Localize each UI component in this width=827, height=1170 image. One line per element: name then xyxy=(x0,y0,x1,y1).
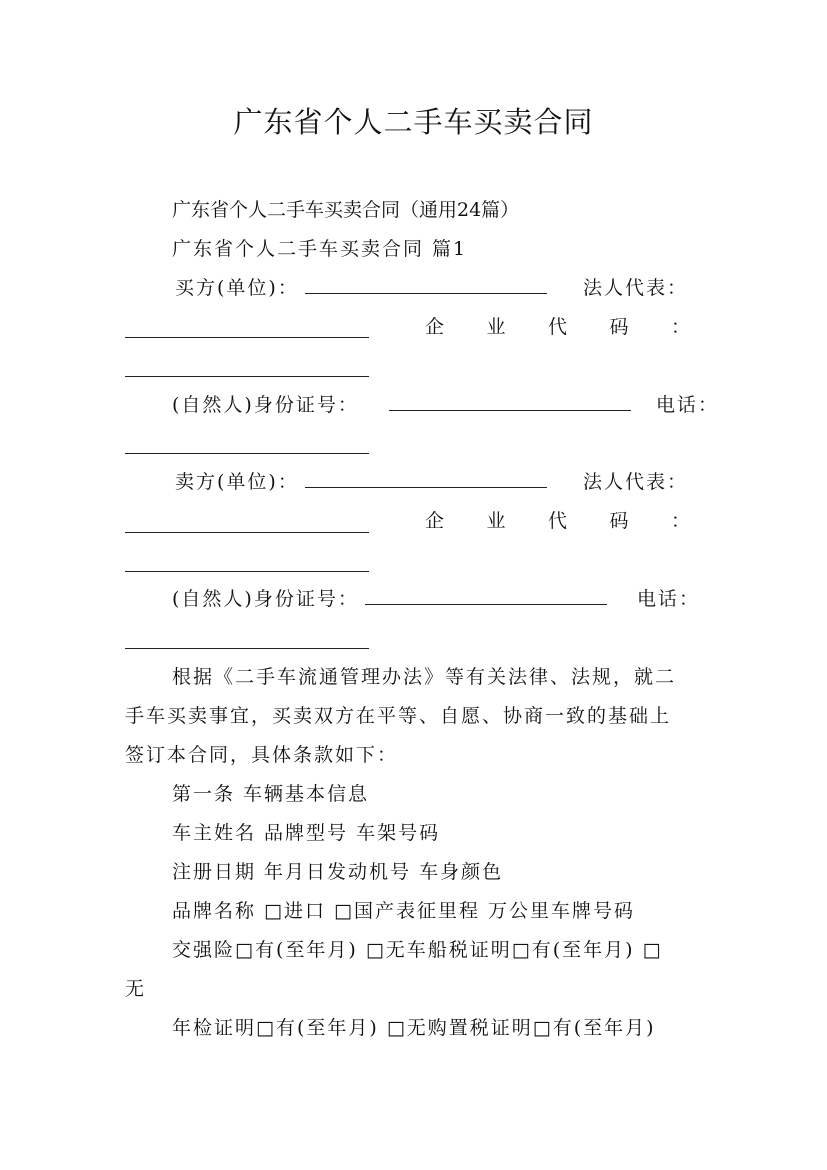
seller-code-char: 业 xyxy=(486,510,506,532)
buyer-unit-label: 买方(单位)： xyxy=(175,277,299,299)
document-subtitle: 广东省个人二手车买卖合同（通用24篇） xyxy=(172,199,520,221)
para-line: 根据《二手车流通管理办法》等有关法律、法规，就二 xyxy=(172,666,677,688)
seller-id-label: (自然人)身份证号： xyxy=(172,588,359,610)
buyer-rep-blank xyxy=(125,336,369,338)
seller-id-row xyxy=(172,584,607,614)
buyer-id-label: (自然人)身份证号： xyxy=(172,394,359,416)
buyer-code-row xyxy=(425,312,690,342)
seller-code-char: 码 xyxy=(609,510,629,532)
seller-rep-label: 法人代表： xyxy=(583,471,689,493)
seller-code-char: 企 xyxy=(425,510,445,532)
seller-code-char: 代 xyxy=(547,510,567,532)
buyer-phone-label: 电话： xyxy=(656,394,720,416)
buyer-code-char: 企 xyxy=(425,316,445,338)
buyer-code-blank xyxy=(125,375,369,377)
seller-phone-label: 电话： xyxy=(637,588,701,610)
buyer-code-char: 业 xyxy=(486,316,506,338)
section-heading: 广东省个人二手车买卖合同 篇1 xyxy=(172,238,468,260)
seller-unit-label: 卖方(单位)： xyxy=(175,471,299,493)
buyer-code-char: 码 xyxy=(609,316,629,338)
info-row: 年检证明□有(至年月) □无购置税证明□有(至年月) xyxy=(172,1017,656,1039)
seller-rep-blank xyxy=(125,531,369,533)
seller-code-row xyxy=(425,506,690,536)
seller-code-char: ： xyxy=(670,510,690,532)
buyer-phone-blank xyxy=(125,452,369,454)
seller-phone-blank xyxy=(125,647,369,649)
buyer-code-char: ： xyxy=(670,316,690,338)
seller-code-blank xyxy=(125,570,369,572)
para-line: 签订本合同，具体条款如下： xyxy=(125,744,399,766)
seller-id-blank xyxy=(365,586,607,605)
seller-unit-blank xyxy=(305,469,547,488)
seller-unit-row xyxy=(175,467,547,497)
para-line: 手车买卖事宜，买卖双方在平等、自愿、协商一致的基础上 xyxy=(125,705,672,727)
info-row: 注册日期 年月日发动机号 车身颜色 xyxy=(172,861,504,883)
buyer-code-char: 代 xyxy=(547,316,567,338)
buyer-unit-blank xyxy=(305,275,547,294)
buyer-id-blank xyxy=(389,392,631,411)
article-heading: 第一条 车辆基本信息 xyxy=(172,783,370,805)
buyer-rep-label: 法人代表： xyxy=(583,277,689,299)
buyer-id-row xyxy=(172,390,631,420)
info-row: 交强险□有(至年月) □无车船税证明□有(至年月) □ xyxy=(172,939,663,961)
info-row: 品牌名称 □进口 □国产表征里程 万公里车牌号码 xyxy=(172,900,636,922)
info-row: 车主姓名 品牌型号 车架号码 xyxy=(172,822,441,844)
info-row: 无 xyxy=(125,978,147,1000)
document-title: 广东省个人二手车买卖合同 xyxy=(233,105,594,139)
buyer-unit-row xyxy=(175,273,547,303)
